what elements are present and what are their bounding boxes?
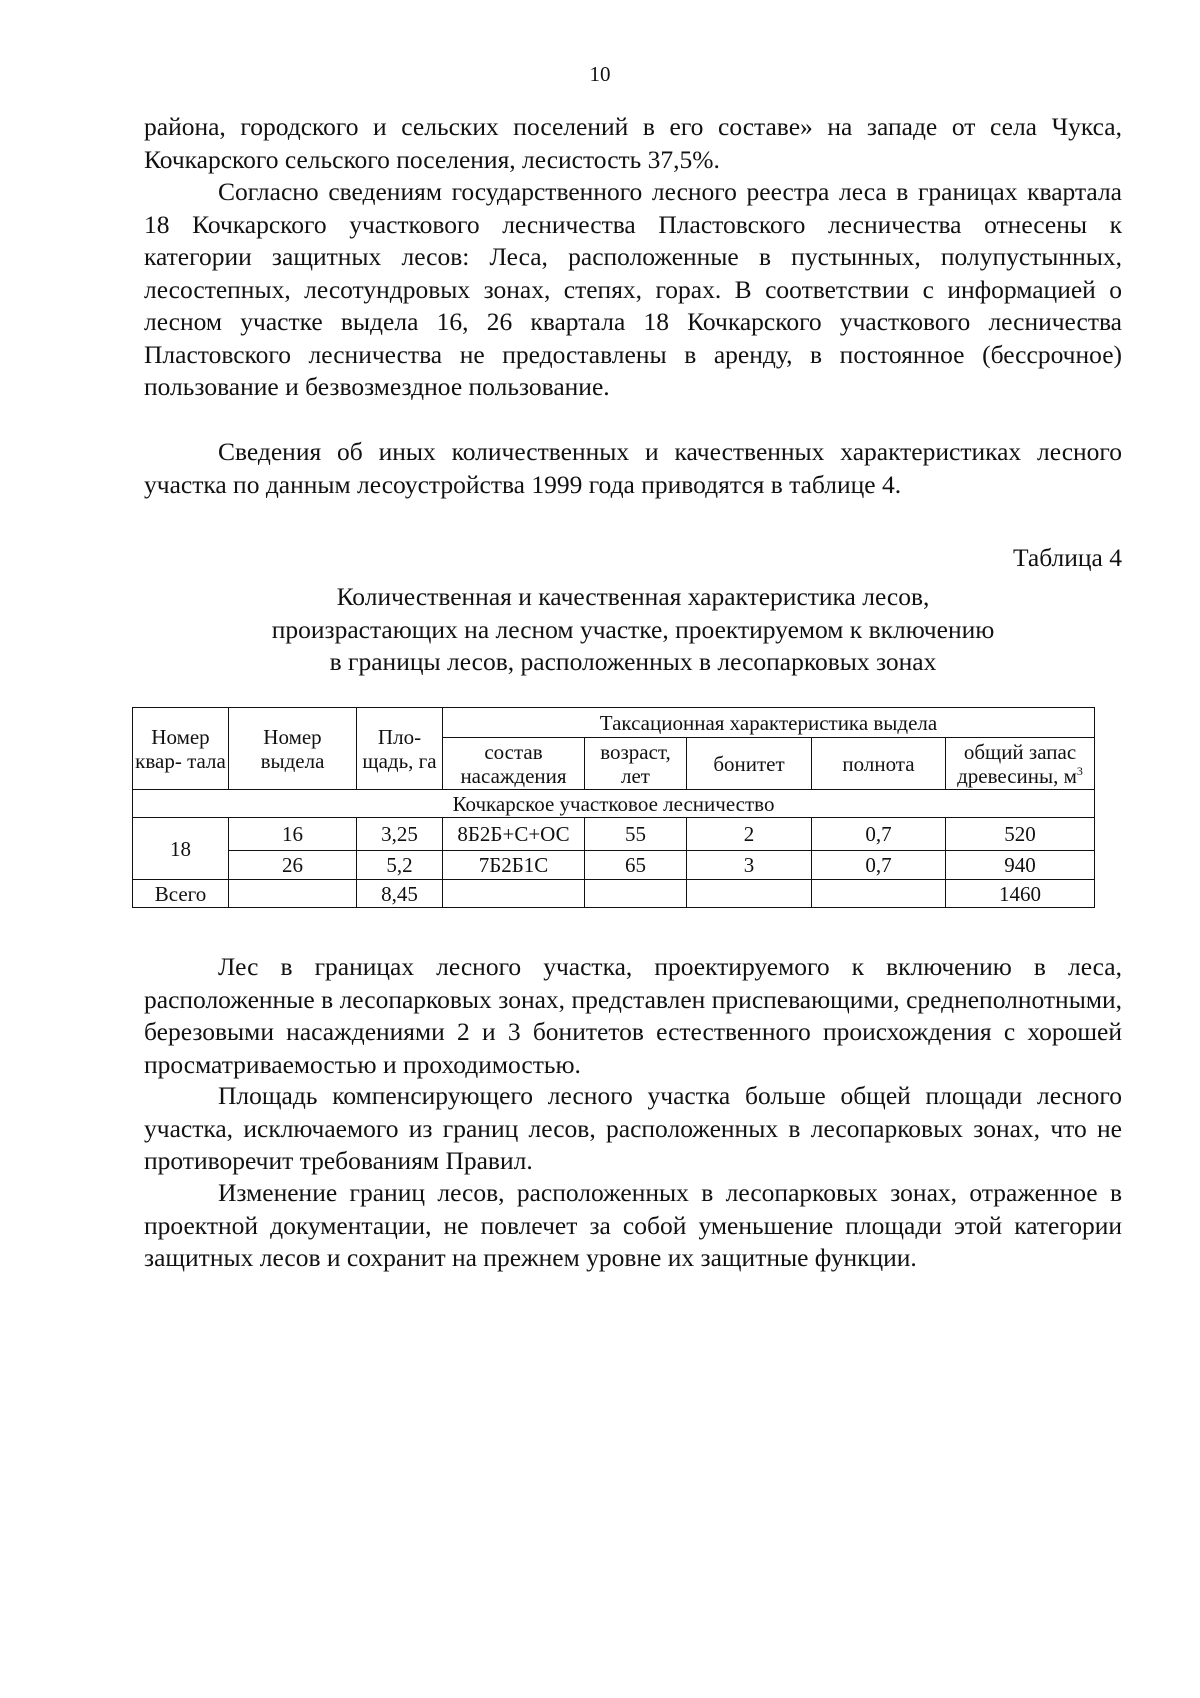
cell-plot: 16 — [229, 818, 357, 851]
cell-age: 55 — [585, 818, 687, 851]
cell-empty — [687, 880, 812, 908]
table-title-line: произрастающих на лесном участке, проектируемом к включению — [271, 614, 995, 644]
cell-composition: 8Б2Б+С+ОС — [443, 818, 585, 851]
header-plot: Номер выдела — [229, 708, 357, 790]
table-total-row — [133, 880, 1095, 908]
cell-area: 3,25 — [357, 818, 443, 851]
section-row-forestry: Кочкарское участковое лесничество — [133, 790, 1095, 818]
cell-composition: 7Б2Б1С — [443, 851, 585, 880]
paragraph-other-characteristics: Сведения об иных количественных и качественных характеристиках лесного участка по данным лесоустройства 1999 года приводятся в таблице 4. — [144, 437, 1122, 499]
cell-stock: 520 — [946, 818, 1095, 851]
paragraph-continuation: района, городского и сельских поселений в его составе» на западе от села Чукса, Кочкарского сельского поселения, лесистость 37,5%. — [144, 112, 1122, 174]
cell-plot: 26 — [229, 851, 357, 880]
cell-total-area: 8,45 — [357, 880, 443, 908]
cell-area: 5,2 — [357, 851, 443, 880]
cell-empty — [443, 880, 585, 908]
table-row — [133, 851, 1095, 880]
header-age: возраст, лет — [585, 738, 687, 790]
header-bonitet: бонитет — [687, 738, 812, 790]
cell-age: 65 — [585, 851, 687, 880]
cell-total-label: Всего — [133, 880, 229, 908]
cell-empty — [812, 880, 946, 908]
header-density: полнота — [812, 738, 946, 790]
table-title — [144, 581, 1122, 679]
cell-empty — [229, 880, 357, 908]
cell-total-stock: 1460 — [946, 880, 1095, 908]
header-stock-unit: 3 — [1076, 763, 1083, 778]
header-stock-text: общий запас древесины, м — [957, 739, 1077, 788]
forest-characteristics-table — [132, 707, 1095, 908]
cell-bonitet: 3 — [687, 851, 812, 880]
table-title-line: в границы лесов, расположенных в лесопарковых зонах — [329, 647, 937, 676]
cell-density: 0,7 — [812, 818, 946, 851]
paragraph-forest-description: Лес в границах лесного участка, проектируемого к включению в леса, расположенные в лесопарковых зонах, представлен приспевающими, среднеполнотными, березовыми насаждениями 2 и 3 бонитетов естественного происхождения с хорошей просматриваемостью и проходимостью. — [144, 952, 1122, 1079]
paragraph-forest-registry: Согласно сведениям государственного лесного реестра леса в границах квартала 18 Кочкарского участкового лесничества Пластовского лесничества отнесены к категории защитных лесов: Леса, расположенные в пустынных, полупустынных, лесостепных, лесотундровых зонах, степях, горах. В соответствии с информацией о лесном участке выдела 16, 26 квартала 18 Кочкарского участкового лесничества Пластовского лесничества не предоставлены в аренду, в постоянное (бессрочное) пользование и безвозмездное пользование. — [144, 177, 1122, 401]
header-area: Пло- щадь, га — [357, 708, 443, 790]
table-row — [133, 818, 1095, 851]
cell-quarter: 18 — [133, 818, 229, 880]
page-number: 10 — [589, 62, 611, 86]
header-composition: состав насаждения — [443, 738, 585, 790]
cell-empty — [585, 880, 687, 908]
header-taxation: Таксационная характеристика выдела — [443, 708, 1095, 738]
cell-bonitet: 2 — [687, 818, 812, 851]
cell-stock: 940 — [946, 851, 1095, 880]
paragraph-boundary-change: Изменение границ лесов, расположенных в лесопарковых зонах, отраженное в проектной документации, не повлечет за собой уменьшение площади этой категории защитных лесов и сохранит на прежнем уровне их защитные функции. — [144, 1178, 1122, 1272]
paragraph-compensating-area: Площадь компенсирующего лесного участка больше общей площади лесного участка, исключаемого из границ лесов, расположенных в лесопарковых зонах, что не противоречит требованиям Правил. — [144, 1081, 1122, 1175]
table-label: Таблица 4 — [1012, 543, 1122, 572]
header-quarter: Номер квар- тала — [133, 708, 229, 790]
cell-density: 0,7 — [812, 851, 946, 880]
header-stock — [946, 738, 1095, 790]
table-title-line: Количественная и качественная характеристика лесов, — [336, 582, 930, 611]
